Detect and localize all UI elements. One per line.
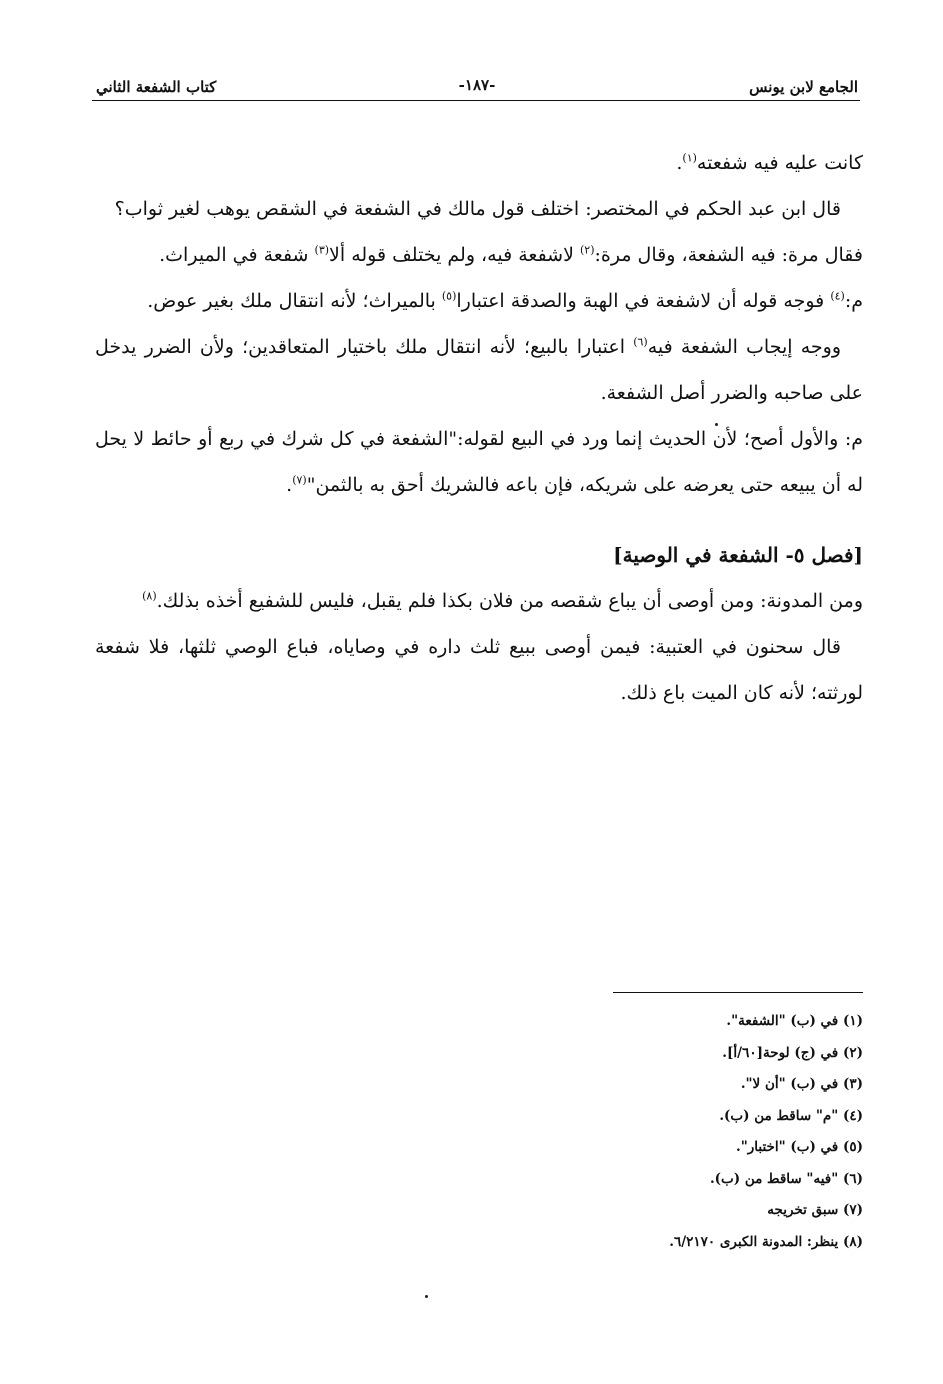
text: فقال مرة: فيه الشفعة، وقال مرة:: [594, 244, 863, 266]
text: شفعة في الميراث.: [159, 244, 315, 266]
text: .: [286, 474, 293, 496]
footnote-rule: [613, 992, 863, 993]
footnote-1: (١) في (ب) "الشفعة".: [726, 1013, 863, 1029]
footnote-2: (٢) في (ج) لوحة[٦٠/أ].: [722, 1044, 863, 1061]
text: م:: [844, 290, 863, 312]
paragraph-7: [95, 578, 863, 624]
header-chapter-title: كتاب الشفعة الثاني: [96, 78, 217, 96]
text: كانت عليه فيه شفعته: [696, 152, 863, 174]
footnote-ref-3: (٣): [314, 243, 330, 257]
paragraph-5: [95, 324, 863, 416]
footnote-5: (٥) في (ب) "اختبار".: [736, 1139, 863, 1155]
paragraph-6: [95, 416, 863, 508]
footnote-4: (٤) "م" ساقط من (ب).: [719, 1107, 863, 1124]
footnote-ref-8: (٨): [142, 589, 157, 603]
footnote-3: (٣) في (ب) "أن لا".: [740, 1076, 863, 1092]
text: بالميراث؛ لأنه انتقال ملك بغير عوض.: [147, 290, 442, 312]
text: ومن المدونة: ومن أوصى أن يباع شقصه من فلان بكذا فلم يقبل، فليس للشفيع أخذه بذلك.: [156, 590, 863, 612]
text: اعتبارا بالبيع؛ لأنه انتقال ملك باختيار المتعاقدين؛ ولأن الضرر يدخل على صاحبه والضرر أصل الشفعة.: [95, 336, 863, 404]
header-book-title: الجامع لابن يونس: [749, 78, 858, 96]
footnote-ref-6: (٦): [633, 335, 648, 349]
footnote-6: (٦) "فيه" ساقط من (ب).: [709, 1170, 863, 1187]
body-text: [95, 140, 863, 716]
paragraph-1: كانت عليه فيه شفعته$^{(١)}$.: [676, 151, 863, 174]
paragraph-4: [95, 278, 863, 324]
scan-speck: [425, 1295, 428, 1298]
footnotes: [503, 1006, 863, 1258]
footnote-ref-5: (٥): [441, 289, 457, 303]
page-number: -١٨٧-: [458, 76, 496, 94]
text: م: والأول أصح؛ لأن الحديث إنما ورد في البيع لقوله:"الشفعة في كل شرك في ربع أو حائط لا يحل له أن يبيعه حتى يعرضه على شريكه، فإن باعه فالشريك أحق به بالثمن": [95, 428, 863, 496]
footnote-7: (٧) سبق تخريجه: [767, 1202, 863, 1218]
paragraph-2: قال ابن عبد الحكم في المختصر: اختلف قول مالك في الشفعة في الشقص يوهب لغير ثواب؟: [114, 198, 841, 220]
section-heading: [فصل ٥- الشفعة في الوصية]: [613, 543, 863, 567]
footnote-ref-7: (٧): [292, 473, 307, 487]
footnote-ref-1: (١): [682, 151, 697, 165]
footnote-ref-2: (٢): [579, 243, 595, 257]
paragraph-3: [95, 232, 863, 278]
scan-speck: [715, 423, 718, 426]
footnote-ref-4: (٤): [830, 289, 845, 303]
footnote-8: (٨) ينظر: المدونة الكبرى ٦/٢١٧٠.: [669, 1233, 863, 1250]
text: ووجه إيجاب الشفعة فيه: [647, 336, 841, 358]
paragraph-8: قال سحنون في العتبية: فيمن أوصى ببيع ثلث داره في وصاياه، فباع الوصي ثلثها، فلا شفعة لورثته؛ لأنه كان الميت باع ذلك.: [95, 636, 863, 704]
text: فوجه قوله أن لاشفعة في الهبة والصدقة اعتبارا: [456, 290, 831, 312]
running-header: [96, 74, 858, 100]
text: لاشفعة فيه، ولم يختلف قوله ألا: [329, 244, 580, 266]
header-rule: [92, 100, 860, 101]
